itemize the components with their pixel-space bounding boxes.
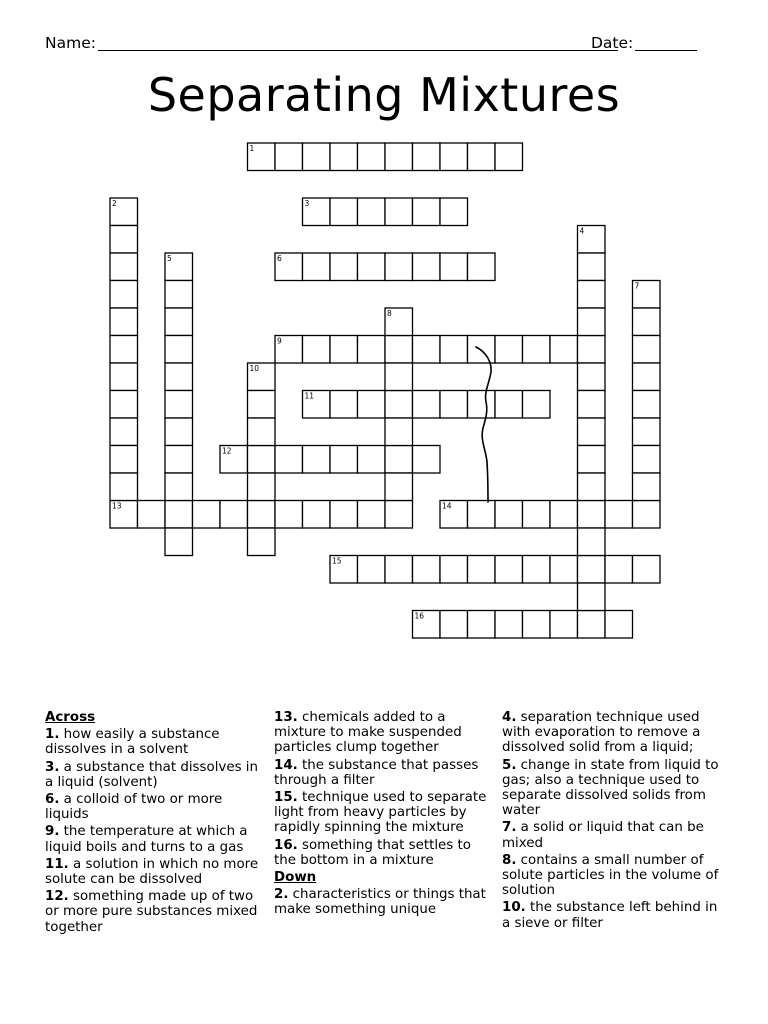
grid-cell[interactable] [330,446,358,474]
clue-number-11: 11 [304,391,315,401]
grid-cell[interactable] [303,336,331,364]
grid-cell[interactable] [138,501,166,529]
grid-cell[interactable] [110,253,138,281]
grid-cell[interactable] [385,418,413,446]
grid-cell[interactable] [495,143,523,171]
clues-column-2 [274,710,489,920]
clue-down-10: 10. the substance left behind in a sieve or filter [502,900,718,931]
grid-cell[interactable] [248,528,276,556]
grid-cell[interactable] [633,473,661,501]
grid-cell[interactable] [468,556,496,584]
grid-cell[interactable] [413,198,441,226]
grid-cell[interactable] [385,336,413,364]
clue-down-2: 2. characteristics or things that make something unique [274,887,486,918]
grid-cell[interactable] [550,336,578,364]
grid-cell[interactable] [193,501,221,529]
grid-cell[interactable] [633,336,661,364]
grid-cell[interactable] [605,501,633,529]
grid-cell[interactable] [165,391,193,419]
clue-number-1: 1 [249,144,255,153]
grid-cell[interactable] [633,363,661,391]
clue-across-3: 3. a substance that dissolves in a liquid (solvent) [45,759,259,790]
pencil-mark [476,347,491,502]
grid-cell[interactable] [165,446,193,474]
grid-cell[interactable] [330,391,358,419]
grid-cell[interactable] [495,391,523,419]
grid-cell[interactable] [495,501,523,529]
clue-number-14: 14 [442,501,452,511]
clue-down-8: 8. contains a small number of solute particles in the volume of solution [502,852,719,899]
grid-cell[interactable] [578,391,606,419]
grid-cell[interactable] [440,253,468,281]
grid-cell[interactable] [578,611,606,639]
grid-cell[interactable] [468,253,496,281]
grid-cell[interactable] [550,556,578,584]
grid-cell[interactable] [358,556,386,584]
grid-cell[interactable] [330,143,358,171]
clue-number-10: 10 [249,364,260,373]
grid-cell[interactable] [523,501,551,529]
grid-cell[interactable] [578,363,606,391]
grid-cell[interactable] [523,336,551,364]
grid-cell[interactable] [110,308,138,336]
grid-cell[interactable] [495,336,523,364]
grid-cell[interactable] [578,446,606,474]
grid-cell[interactable] [523,611,551,639]
grid-cell[interactable] [578,556,606,584]
grid-cell[interactable] [413,556,441,584]
grid-cell[interactable] [550,611,578,639]
grid-cell[interactable] [385,391,413,419]
clues-column-3 [502,710,727,933]
grid-cell[interactable] [578,583,606,611]
clue-across-11: 11. a solution in which no more solute can be dissolved [45,856,259,888]
grid-cell[interactable] [440,556,468,584]
grid-cell[interactable] [633,418,661,446]
clue-across-15: 15. technique used to separate light from heavy particles by rapidly spinning the mixture [274,790,487,836]
grid-cell[interactable] [468,391,496,419]
clue-across-12: 12. something made up of two or more pure substances mixed together [45,889,258,935]
grid-cell[interactable] [468,501,496,529]
grid-cell[interactable] [248,473,276,501]
clue-across-14: 14. the substance that passes through a filter [274,757,479,788]
grid-cell[interactable] [440,336,468,364]
grid-cell[interactable] [330,336,358,364]
grid-cell[interactable] [303,253,331,281]
page-title: Separating Mixtures [147,68,621,122]
grid-cell[interactable] [578,308,606,336]
clue-number-9: 9 [277,336,282,346]
grid-cell[interactable] [440,143,468,171]
grid-cell[interactable] [303,446,331,474]
grid-cell[interactable] [110,336,138,364]
grid-cell[interactable] [495,611,523,639]
clue-across-6: 6. a colloid of two or more liquids [45,792,223,823]
date-label: Date: [591,34,634,52]
grid-cell[interactable] [248,501,276,529]
grid-cell[interactable] [578,336,606,364]
grid-cell[interactable] [110,473,138,501]
grid-cell[interactable] [385,253,413,281]
grid-cell[interactable] [248,391,276,419]
clue-down-4: 4. separation technique used with evaporation to remove a dissolved solid from a liquid; [502,710,701,756]
grid-cell[interactable] [303,143,331,171]
clue-number-7: 7 [634,281,640,291]
grid-cell[interactable] [495,556,523,584]
clue-across-1: 1. how easily a substance dissolves in a solvent [45,727,220,758]
grid-cell[interactable] [633,501,661,529]
grid-cell[interactable] [358,391,386,419]
grid-cell[interactable] [385,556,413,584]
grid-cell[interactable] [165,473,193,501]
clue-number-15: 15 [332,556,342,566]
clue-number-5: 5 [167,254,172,263]
grid-cell[interactable] [578,253,606,281]
grid-cell[interactable] [633,308,661,336]
grid-cell[interactable] [358,501,386,529]
grid-cell[interactable] [110,391,138,419]
grid-cell[interactable] [110,363,138,391]
grid-cell[interactable] [330,198,358,226]
grid-cell[interactable] [110,226,138,254]
grid-cell[interactable] [248,418,276,446]
grid-cell[interactable] [633,391,661,419]
grid-cell[interactable] [385,473,413,501]
grid-cell[interactable] [578,528,606,556]
grid-cell[interactable] [220,501,248,529]
grid-cell[interactable] [440,611,468,639]
grid-cell[interactable] [358,336,386,364]
grid-cell[interactable] [633,446,661,474]
grid-cell[interactable] [578,418,606,446]
grid-cell[interactable] [110,446,138,474]
clue-number-6: 6 [277,254,282,263]
grid-cell[interactable] [165,528,193,556]
grid-cell[interactable] [385,198,413,226]
grid-cell[interactable] [523,556,551,584]
name-label: Name: [45,34,96,52]
grid-cell[interactable] [165,308,193,336]
grid-cell[interactable] [110,281,138,309]
clue-number-3: 3 [304,199,310,208]
down-heading: Down [274,870,317,886]
grid-cell[interactable] [413,446,441,474]
grid-cell[interactable] [440,391,468,419]
clue-number-4: 4 [579,226,585,236]
grid-cell[interactable] [468,336,496,364]
grid-cell[interactable] [248,446,276,474]
grid-cell[interactable] [413,143,441,171]
across-heading: Across [45,710,96,725]
grid-cell[interactable] [358,143,386,171]
clue-across-16: 16. something that settles to the bottom in a mixture [274,837,471,868]
grid-cell[interactable] [578,473,606,501]
grid-cell[interactable] [413,253,441,281]
grid-cell[interactable] [605,556,633,584]
grid-cell[interactable] [385,446,413,474]
grid-cell[interactable] [303,501,331,529]
clue-across-9: 9. the temperature at which a liquid boils and turns to a gas [45,824,248,855]
clue-number-13: 13 [112,501,122,511]
clues-column-1 [45,710,270,937]
clue-down-5: 5. change in state from liquid to gas; also a technique used to separate dissolved solids from water [502,757,719,819]
grid-cell[interactable] [413,336,441,364]
grid-cell[interactable] [165,501,193,529]
grid-cell[interactable] [165,281,193,309]
grid-cell[interactable] [440,198,468,226]
grid-cell[interactable] [578,501,606,529]
grid-cell[interactable] [330,501,358,529]
grid-cell[interactable] [275,446,303,474]
grid-cell[interactable] [633,556,661,584]
grid-cell[interactable] [358,198,386,226]
clue-number-12: 12 [222,446,232,456]
clue-across-13: 13. chemicals added to a mixture to make suspended particles clump together [274,710,462,756]
grid-cell[interactable] [275,501,303,529]
grid-cell[interactable] [605,611,633,639]
grid-cell[interactable] [358,446,386,474]
grid-cell[interactable] [165,418,193,446]
grid-cell[interactable] [275,143,303,171]
grid-cell[interactable] [165,363,193,391]
grid-cell[interactable] [385,363,413,391]
grid-cell[interactable] [468,611,496,639]
clue-number-8: 8 [387,309,392,318]
grid-cell[interactable] [468,143,496,171]
grid-cell[interactable] [385,501,413,529]
clue-number-16: 16 [414,611,425,621]
grid-cell[interactable] [413,391,441,419]
grid-cell[interactable] [385,143,413,171]
clue-down-7: 7. a solid or liquid that can be mixed [502,820,704,851]
grid-cell[interactable] [165,336,193,364]
grid-cell[interactable] [578,281,606,309]
grid-cell[interactable] [330,253,358,281]
grid-cell[interactable] [550,501,578,529]
grid-cell[interactable] [523,391,551,419]
grid-cell[interactable] [110,418,138,446]
clue-number-2: 2 [112,199,117,208]
grid-cell[interactable] [358,253,386,281]
